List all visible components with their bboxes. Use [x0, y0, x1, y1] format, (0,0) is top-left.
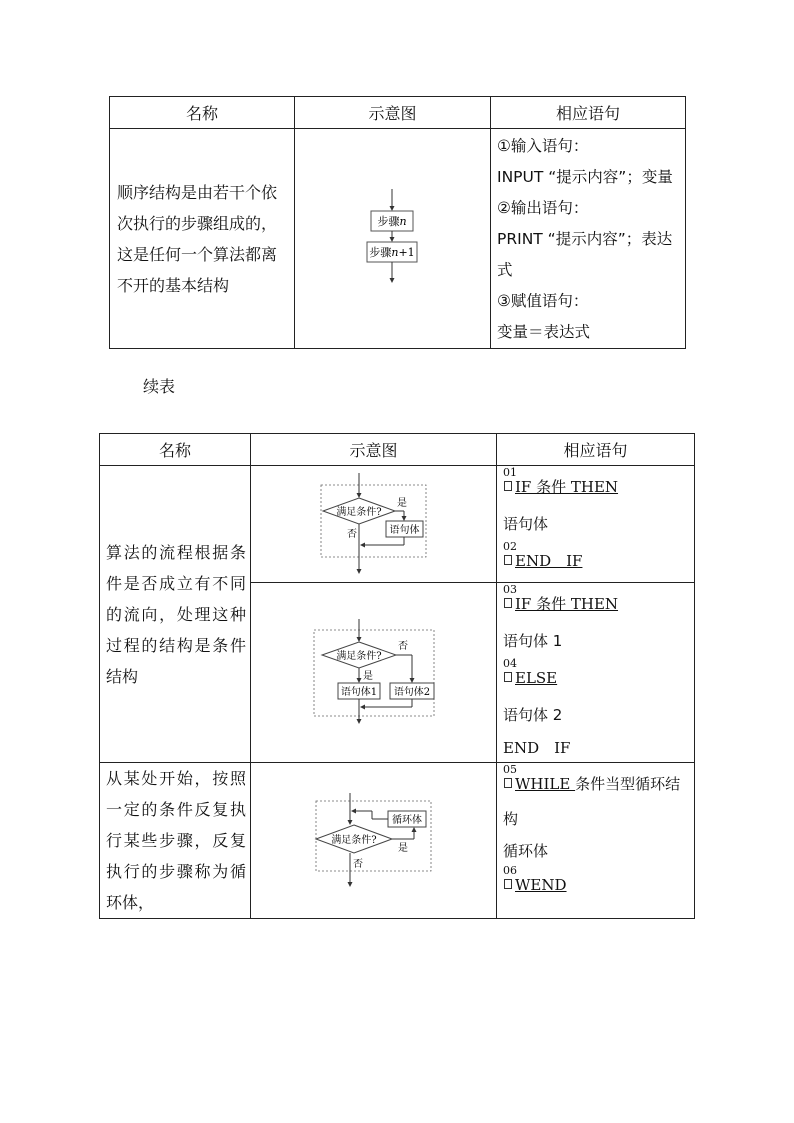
table2-header-row: [100, 434, 695, 466]
sequence-structure-table: [109, 96, 686, 349]
statement-line: 变量＝表达式: [497, 323, 591, 341]
statement-line: 语句体 1: [503, 632, 563, 650]
yes-label: 是: [397, 842, 408, 854]
loop-structure-description: 从某处开始，按照一定的条件反复执行某些步骤，反复执行的步骤称为循环体，: [100, 763, 251, 919]
no-label: 否: [397, 640, 408, 652]
if-flowchart: [319, 471, 429, 577]
table1-header-row: [110, 97, 686, 129]
sequence-diagram-cell: [295, 129, 491, 349]
header-statement: 相应语句: [491, 97, 686, 129]
loop-row: [100, 763, 695, 919]
if-row: [100, 466, 695, 583]
continued-table-caption: 续表: [143, 377, 176, 396]
statement-line: END IF: [503, 739, 571, 757]
no-label: 否: [346, 529, 357, 540]
condition-label: 满足条件?: [330, 834, 377, 846]
condition-structure-description: 算法的流程根据条件是否成立有不同的流向，处理这种过程的结构是条件结构: [100, 466, 251, 763]
step-n-label: 步骤n: [376, 214, 407, 228]
while-answer: WHILE: [515, 775, 576, 793]
statement-line: 循环体: [503, 842, 549, 860]
condition-label: 满足条件?: [335, 650, 382, 662]
wend-answer: WEND: [515, 876, 567, 894]
blank-03-marker: 03: [503, 596, 515, 610]
step-n-plus-1-label: 步骤n+1: [368, 245, 415, 259]
statement-line: ①输入语句：: [497, 137, 589, 155]
end-if-answer: END IF: [515, 552, 583, 570]
yes-label: 是: [396, 498, 407, 509]
header-name: 名称: [100, 434, 251, 466]
condition-label: 满足条件?: [335, 507, 382, 518]
blank-06-marker: 06: [503, 877, 515, 891]
if-else-diagram-cell: [251, 583, 497, 763]
blank-02-marker: 02: [503, 553, 515, 567]
loop-body-label: 循环体: [391, 814, 422, 826]
statement-body-1-label: 语句体1: [340, 686, 377, 698]
if-statements: [497, 466, 695, 583]
statement-line: 语句体: [503, 515, 549, 533]
statement-line: INPUT “提示内容”；变量: [497, 168, 673, 186]
loop-flowchart: [314, 791, 434, 891]
statement-line: 语句体 2: [503, 706, 563, 724]
header-name: 名称: [110, 97, 295, 129]
sequence-structure-description: 顺序结构是由若干个依次执行的步骤组成的，这是任何一个算法都离不开的基本结构: [110, 129, 295, 349]
while-text: 条件当型循环结: [575, 775, 681, 793]
sequence-row: [110, 129, 686, 349]
statement-line: PRINT “提示内容”；表达式: [497, 230, 673, 279]
condition-loop-table: [99, 433, 695, 919]
blank-01-marker: 01: [503, 479, 515, 493]
statement-line: 构: [503, 810, 519, 828]
blank-04-marker: 04: [503, 670, 515, 684]
statement-line: ③赋值语句：: [497, 292, 589, 310]
if-diagram-cell: [251, 466, 497, 583]
loop-diagram-cell: [251, 763, 497, 919]
sequence-statements: [491, 129, 686, 349]
header-diagram: 示意图: [295, 97, 491, 129]
blank-05-marker: 05: [503, 776, 515, 790]
else-answer: ELSE: [515, 669, 558, 687]
statement-line: ②输出语句：: [497, 199, 589, 217]
if-then-answer: IF 条件 THEN: [515, 595, 619, 613]
sequence-flowchart: [363, 159, 423, 319]
if-else-statements: [497, 583, 695, 763]
header-diagram: 示意图: [251, 434, 497, 466]
if-else-flowchart: [312, 618, 436, 728]
statement-body-2-label: 语句体2: [393, 686, 430, 698]
header-statement: 相应语句: [497, 434, 695, 466]
if-then-answer: IF 条件 THEN: [515, 478, 619, 496]
yes-label: 是: [362, 670, 373, 682]
no-label: 否: [352, 858, 363, 870]
statement-body-label: 语句体: [389, 525, 419, 536]
loop-statements: [497, 763, 695, 919]
